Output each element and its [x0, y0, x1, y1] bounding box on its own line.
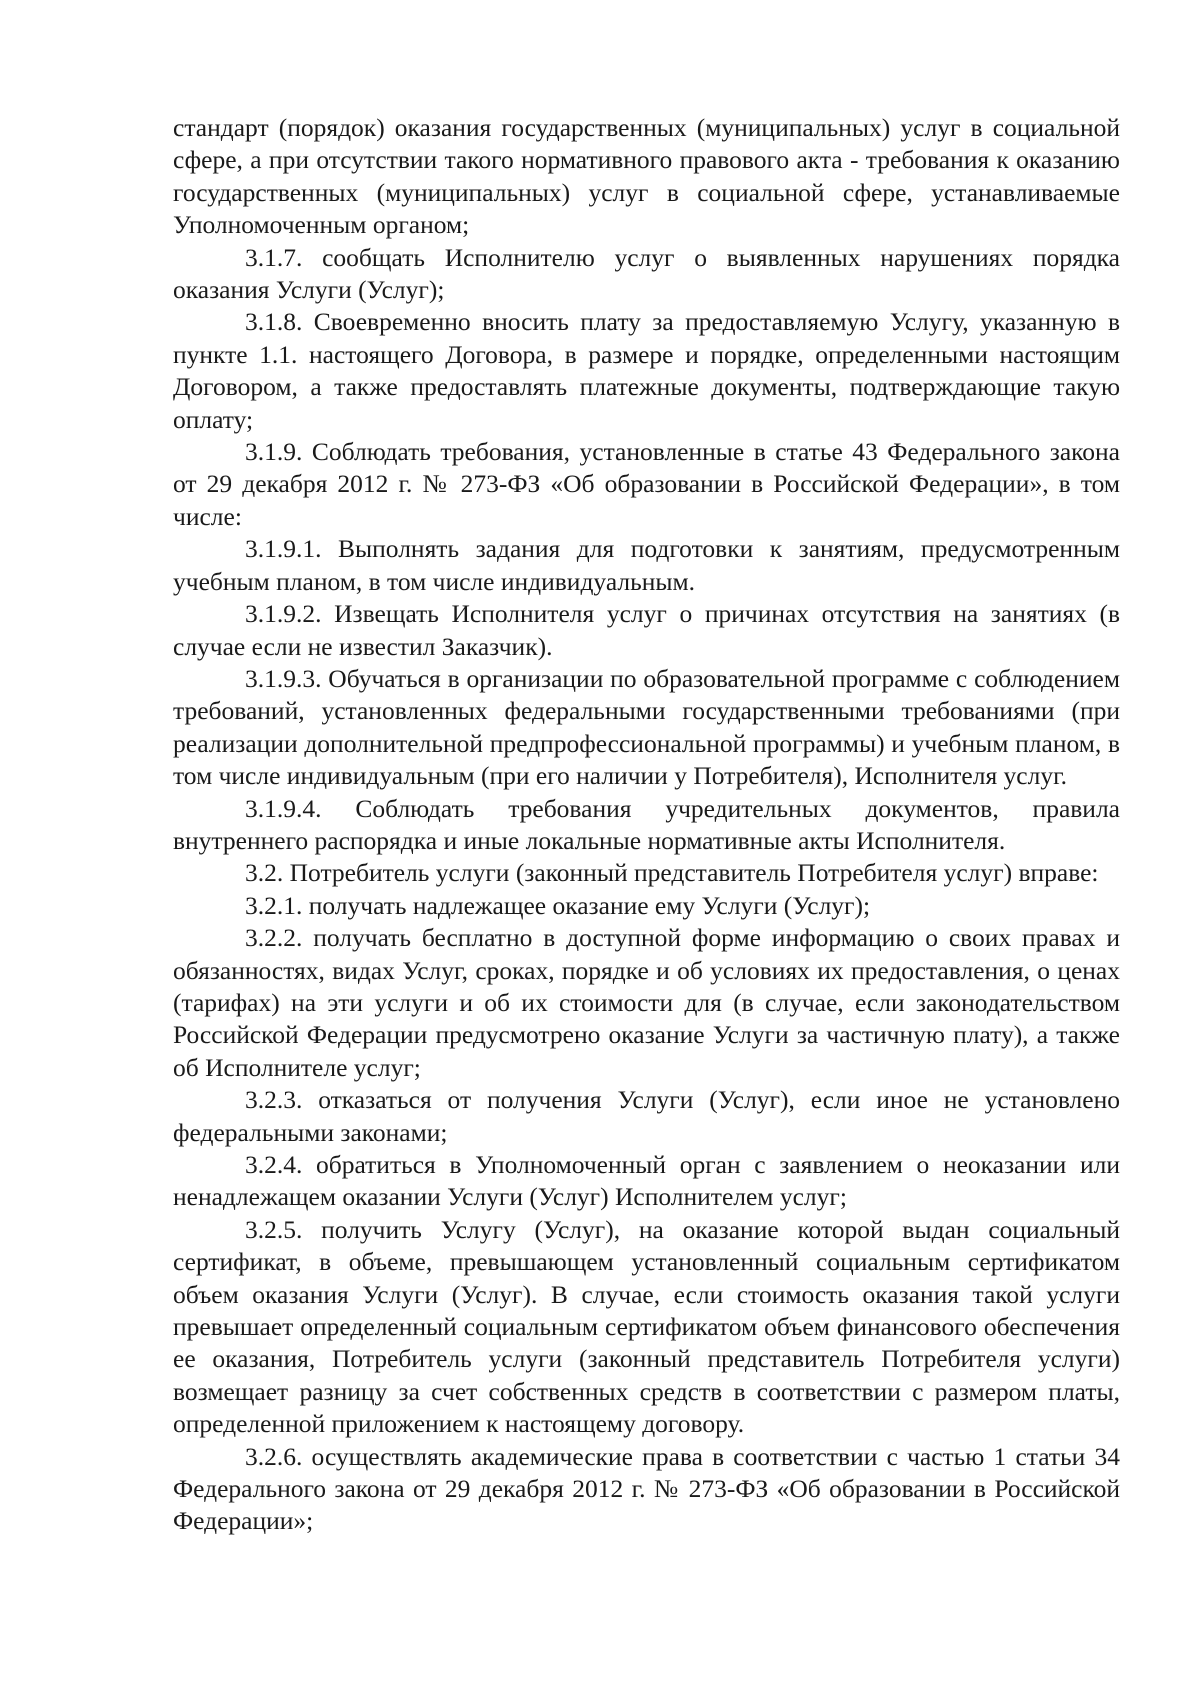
document-page — [173, 112, 1120, 1538]
paragraph-3-2-1: 3.2.1. получать надлежащее оказание ему Услуги (Услуг); — [245, 890, 871, 920]
paragraph-3-1-9-3: 3.1.9.3. Обучаться в организации по образовательной программе с соблюдением требований, установленных федеральными государственными требованиями (при реализации дополнительной предпрофессиональной программы) и учебным планом, в том числе индивидуальным (при его наличии у Потребителя), Исполнителя услуг. — [173, 663, 1120, 791]
paragraph-standard-requirements: стандарт (порядок) оказания государственных (муниципальных) услуг в социальной сфере, а при отсутствии такого нормативного правового акта - требования к оказанию государственных (муниципальных) услуг в социальной сфере, устанавливаемые Уполномоченным органом; — [173, 113, 1120, 240]
paragraph-3-2-6: 3.2.6. осуществлять академические права в соответствии с частью 1 статьи 34 Федерального закона от 29 декабря 2012 г. № 273-ФЗ «Об образовании в Российской Федерации»; — [173, 1441, 1120, 1536]
paragraph-3-1-9-2: 3.1.9.2. Извещать Исполнителя услуг о причинах отсутствия на занятиях (в случае если не известил Заказчик). — [173, 599, 1120, 661]
paragraph-3-2-4: 3.2.4. обратиться в Уполномоченный орган с заявлением о неоказании или ненадлежащем оказании Услуги (Услуг) Исполнителем услуг; — [173, 1150, 1120, 1212]
paragraph-3-1-9: 3.1.9. Соблюдать требования, установленные в статье 43 Федерального закона от 29 декабря 2012 г. № 273-ФЗ «Об образовании в Российской Федерации», в том числе: — [173, 437, 1120, 531]
paragraph-3-2-3: 3.2.3. отказаться от получения Услуги (Услуг), если иное не установлено федеральными законами; — [173, 1085, 1120, 1147]
paragraph-3-2: 3.2. Потребитель услуги (законный представитель Потребителя услуг) вправе: — [245, 858, 1099, 888]
paragraph-3-1-7: 3.1.7. сообщать Исполнителю услуг о выявленных нарушениях порядка оказания Услуги (Услуг); — [173, 242, 1120, 305]
paragraph-3-1-9-1: 3.1.9.1. Выполнять задания для подготовки к занятиям, предусмотренным учебным планом, в том числе индивидуальным. — [173, 534, 1120, 596]
paragraph-3-1-9-4: 3.1.9.4. Соблюдать требования учредительных документов, правила внутреннего распорядка и иные локальные нормативные акты Исполнителя. — [173, 793, 1120, 855]
paragraph-3-1-8: 3.1.8. Своевременно вносить плату за предоставляемую Услугу, указанную в пункте 1.1. настоящего Договора, в размере и порядке, определенными настоящим Договором, а также предоставлять платежные документы, подтверждающие такую оплату; — [173, 307, 1120, 434]
paragraph-3-2-2: 3.2.2. получать бесплатно в доступной форме информацию о своих правах и обязанностях, видах Услуг, сроках, порядке и об условиях их предоставления, о ценах (тарифах) на эти услуги и об их стоимости для (в случае, если законодательством Российской Федерации предусмотрено оказание Услуги за частичную плату), а также об Исполнителе услуг; — [173, 923, 1120, 1082]
paragraph-3-2-5: 3.2.5. получить Услугу (Услуг), на оказание которой выдан социальный сертификат, в объеме, превышающем установленный социальным сертификатом объем оказания Услуги (Услуг). В случае, если стоимость оказания такой услуги превышает определенный социальным сертификатом объем финансового обеспечения ее оказания, Потребитель услуги (законный представитель Потребителя услуги) возмещает разницу за счет собственных средств в соответствии с размером платы, определенной приложением к настоящему договору. — [173, 1214, 1120, 1439]
